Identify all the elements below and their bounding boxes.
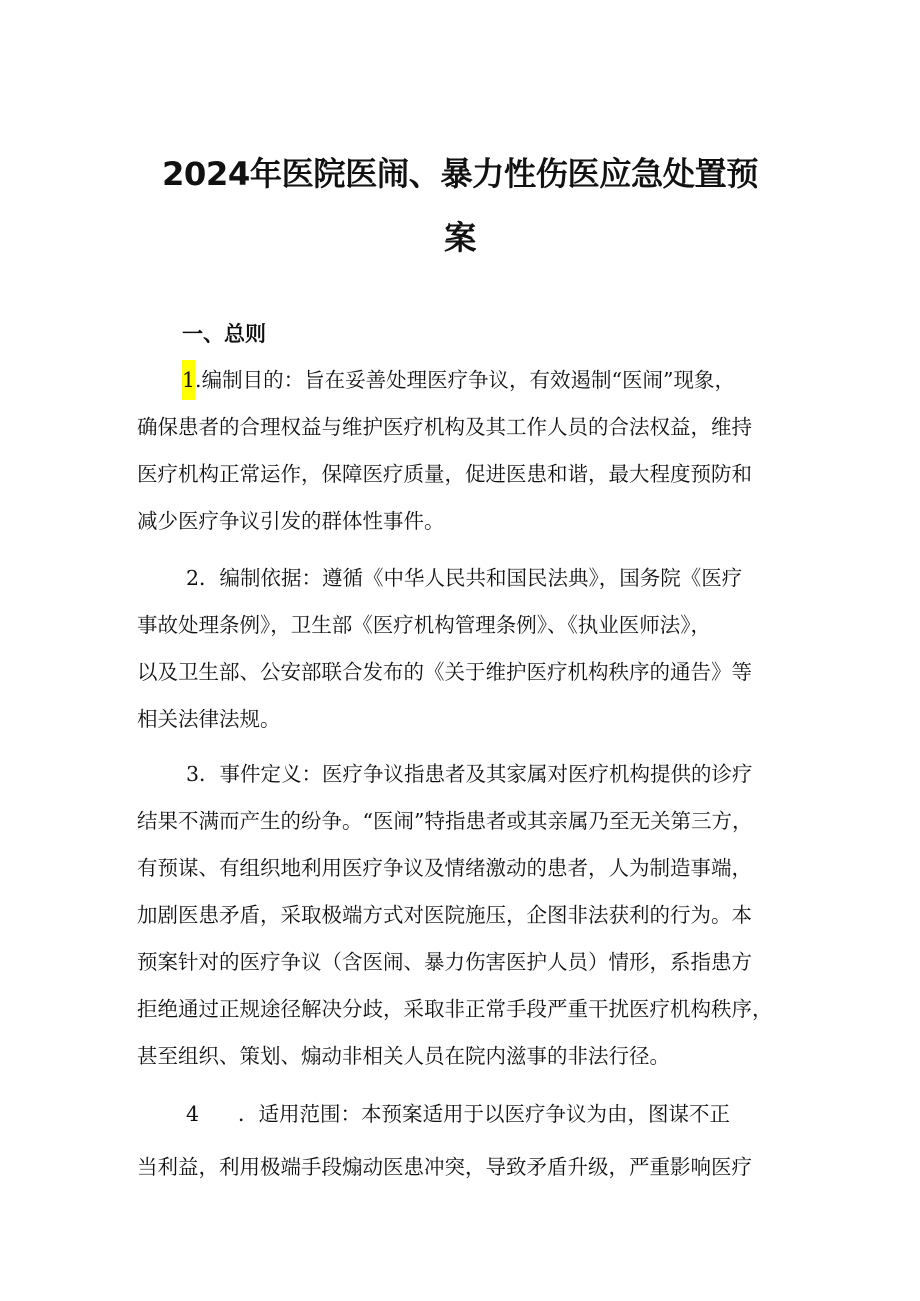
paragraph-3-line-5: 预案针对的医疗争议（含医闹、暴力伤害医护人员）情形，系指患方 [137, 950, 752, 974]
paragraph-2-line-2: 事故处理条例》，卫生部《医疗机构管理条例》、《执业医师法》， [137, 613, 711, 637]
paragraph-2-text: ．编制依据：遵循《中华人民共和国民法典》，国务院《医疗 [199, 566, 743, 590]
item-number: 3 [186, 762, 200, 786]
paragraph-2-line-1 [186, 564, 742, 592]
item-number: 4 [186, 1102, 200, 1126]
section-heading-general: 一、总则 [182, 322, 266, 346]
document-title-line-1: 2024年医院医闹、暴力性伤医应急处置预 [161, 155, 759, 193]
paragraph-3-line-1 [186, 760, 753, 788]
highlighted-item-number: 1 [182, 360, 195, 400]
paragraph-3-line-3: 有预谋、有组织地利用医疗争议及情绪激动的患者，人为制造事端， [137, 856, 752, 880]
paragraph-1-line-4: 减少医疗争议引发的群体性事件。 [137, 509, 445, 533]
paragraph-3-line-2: 结果不满而产生的纷争。“医闹”特指患者或其亲属乃至无关第三方， [137, 809, 753, 833]
paragraph-3-line-4: 加剧医患矛盾，采取极端方式对医院施压，企图非法获利的行为。本 [137, 903, 752, 927]
paragraph-4-line-2: 当利益，利用极端手段煽动医患冲突，导致矛盾升级，严重影响医疗 [137, 1155, 752, 1179]
paragraph-1-text: .编制目的：旨在妥善处理医疗争议，有效遏制“医闹”现象， [195, 368, 736, 392]
paragraph-1-line-2: 确保患者的合理权益与维护医疗机构及其工作人员的合法权益，维持 [137, 415, 752, 439]
paragraph-3-text: ．事件定义：医疗争议指患者及其家属对医疗机构提供的诊疗 [199, 762, 753, 786]
paragraph-4-text: ．适用范围：本预案适用于以医疗争议为由，图谋不正 [238, 1102, 730, 1126]
paragraph-1-line-3: 医疗机构正常运作，保障医疗质量，促进医患和谐，最大程度预防和 [137, 462, 752, 486]
paragraph-2-line-3: 以及卫生部、公安部联合发布的《关于维护医疗机构秩序的通告》等 [137, 660, 752, 684]
paragraph-3-line-6: 拒绝通过正规途径解决分歧，采取非正常手段严重干扰医疗机构秩序， [137, 997, 773, 1021]
document-title-line-2: 案 [444, 219, 476, 257]
paragraph-2-line-4: 相关法律法规。 [137, 707, 281, 731]
paragraph-3-line-7: 甚至组织、策划、煽动非相关人员在院内滋事的非法行径。 [137, 1044, 670, 1068]
paragraph-4-line-1 [186, 1100, 730, 1128]
paragraph-1-line-1 [182, 366, 735, 394]
item-number: 2 [186, 566, 200, 590]
